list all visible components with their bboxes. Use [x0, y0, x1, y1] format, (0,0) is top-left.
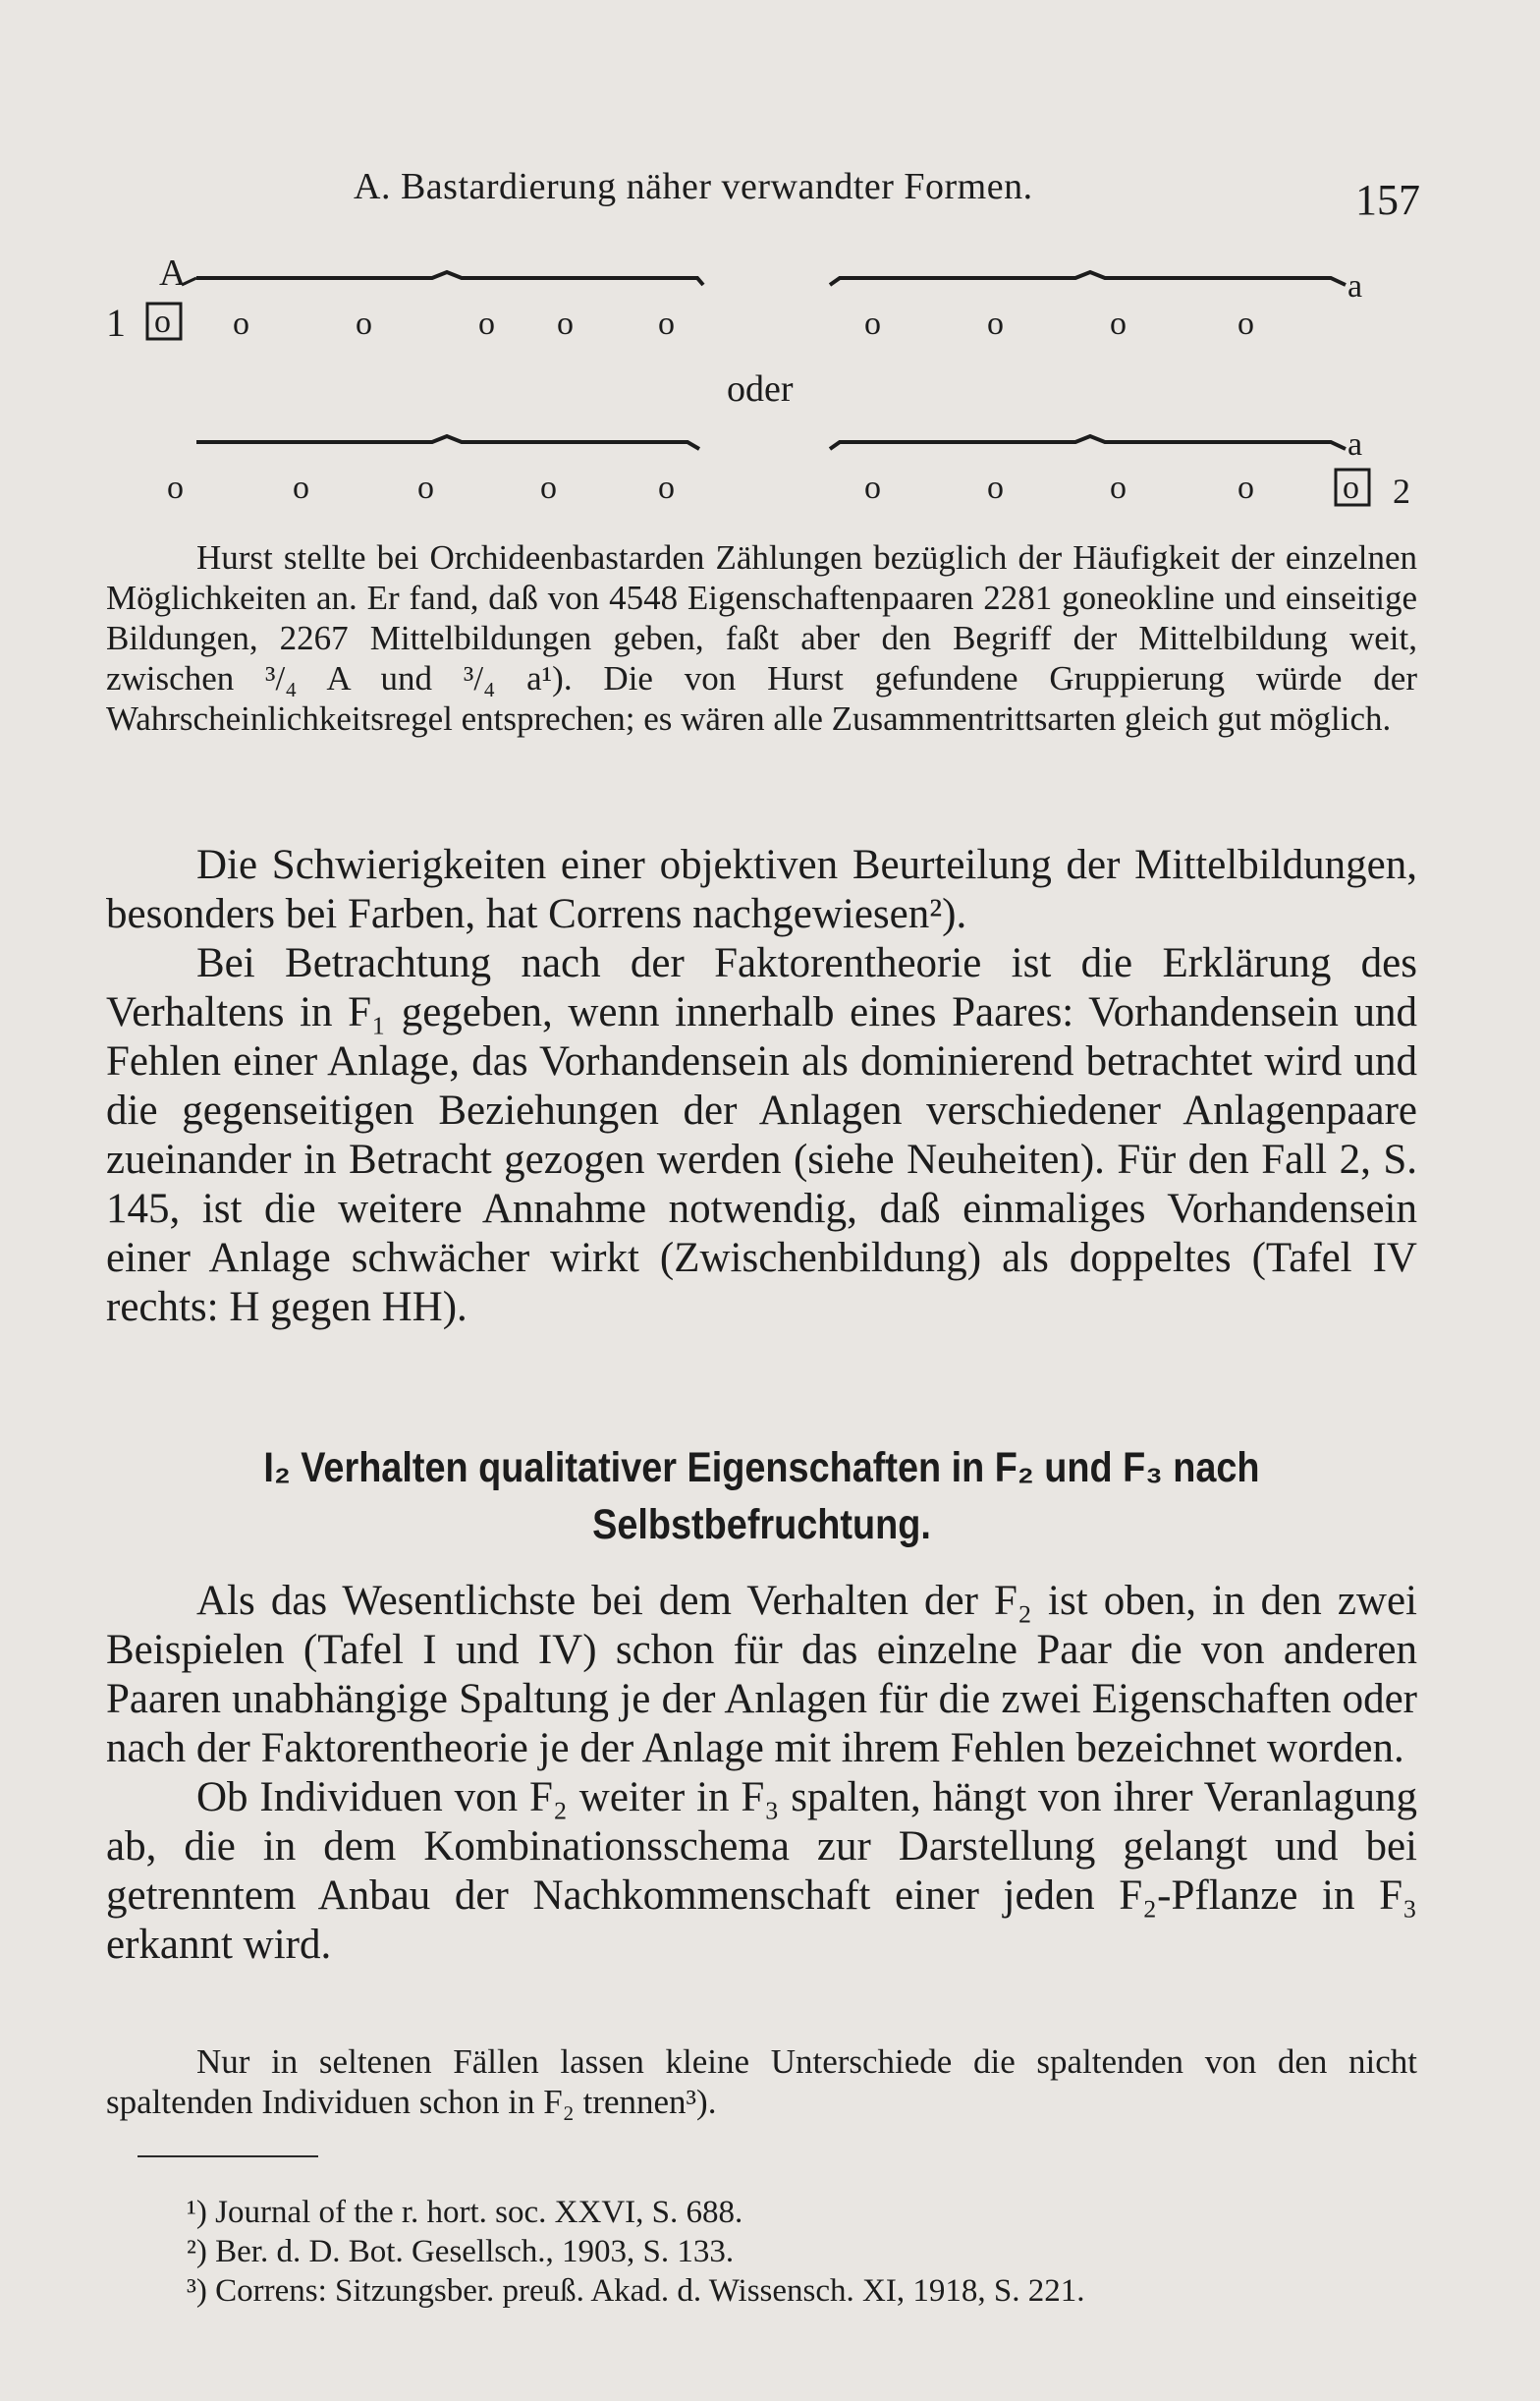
allele-diagram-svg [0, 0, 1540, 530]
circle: o [293, 470, 309, 506]
label-A: A [159, 252, 187, 294]
paragraph-individuen: Ob Individuen von F₂ weiter in F₃ spalten, hängt von ihrer Veranlagung ab, die in dem Kombinationsschema zur Darstellung gelangt und bei getrenntem Anbau der Nachkommenschaft einer jeden F₂-Pflanze in F₃ erkannt wird. [106, 1774, 1417, 1968]
footnotes [187, 2193, 1084, 2311]
footnote-1: ¹) Journal of the r. hort. soc. XXVI, S. 688. [187, 2195, 743, 2230]
row1-number: 1 [106, 301, 126, 345]
circle: o [233, 306, 249, 342]
footnote-2: ²) Ber. d. D. Bot. Gesellsch., 1903, S. 133. [187, 2234, 735, 2269]
circle: o [478, 306, 495, 342]
main-text-block [106, 841, 1417, 1332]
small-print-block [106, 537, 1417, 739]
footnote-3: ³) Correns: Sitzungsber. preuß. Akad. d. Wissensch. XI, 1918, S. 221. [187, 2273, 1085, 2309]
bracket-bottom-left [196, 436, 699, 449]
circle: o [167, 470, 184, 506]
circle: o [557, 306, 574, 342]
circle: o [987, 306, 1004, 342]
section-text-block [106, 1577, 1417, 1970]
label-a-top: a [1348, 268, 1363, 305]
running-title: A. Bastardierung näher verwandter Formen. [354, 166, 1033, 207]
paragraph-faktorentheorie: Bei Betrachtung nach der Faktorentheorie ist die Erklärung des Verhaltens in F₁ gegeben, wenn innerhalb eines Paares: Vorhandensein und Fehlen einer Anlage, das Vorhandensein als dominierend betrachtet wird und die gegenseitigen Beziehungen der Anlagen verschiedener Anlagenpaare zueinander in Betracht gezogen werden (siehe Neuheiten). Für den Fall 2, S. 145, ist die weitere Annahme notwendig, daß einmaliges Vorhandensein einer Anlage schwächer wirkt (Zwischenbildung) als doppeltes (Tafel IV rechts: H gegen HH). [106, 940, 1417, 1330]
paragraph-wesentlichste: Als das Wesentlichste bei dem Verhalten der F₂ ist oben, in den zwei Beispielen (Tafel I und IV) schon für das einzelne Paar die von anderen Paaren unabhängige Spaltung je der Anlagen für die zwei Eigenschaften oder nach der Faktorentheorie je der Anlage mit ihrem Fehlen bezeichnet worden. [106, 1578, 1417, 1771]
row2-number: 2 [1393, 472, 1410, 511]
circle: o [540, 470, 557, 506]
allele-diagram [0, 0, 1540, 530]
circle: o [864, 470, 881, 506]
circle: o [1110, 306, 1127, 342]
footnote-rule [138, 2155, 318, 2157]
small-print-block-2 [106, 2041, 1417, 2122]
circle: o [1110, 470, 1127, 506]
circle: o [864, 306, 881, 342]
paragraph-mittelbildungen: Die Schwierigkeiten einer objektiven Beurteilung der Mittelbildungen, besonders bei Farben, hat Correns nachgewiesen²). [106, 842, 1417, 937]
circle: o [417, 470, 434, 506]
circle: o [658, 306, 675, 342]
bracket-top-left [196, 272, 703, 285]
small-paragraph-hurst: Hurst stellte bei Orchideenbastarden Zählungen bezüglich der Häufigkeit der einzelnen Möglichkeiten an. Er fand, daß von 4548 Eigenschaftenpaaren 2281 goneokline und einseitige Bildungen, 2267 Mittelbildungen geben, faßt aber den Begriff der Mittelbildung weit, zwischen ³/₄ A und ³/₄ a¹). Die von Hurst gefundene Gruppierung würde der Wahrscheinlichkeitsregel entsprechen; es wären alle Zusammentrittsarten gleich gut möglich. [106, 538, 1417, 738]
circle: o [356, 306, 372, 342]
oder-label: oder [727, 368, 794, 410]
circle: o [1238, 306, 1254, 342]
small-paragraph-seltenen: Nur in seltenen Fällen lassen kleine Unterschiede die spaltenden von den nicht spaltenden Individuen schon in F₂ trennen³). [106, 2042, 1417, 2121]
label-a-bottom: a [1348, 426, 1363, 463]
section-heading: I₂ Verhalten qualitativer Eigenschaften in F₂ und F₃ nach Selbstbefruchtung. [263, 1444, 1260, 1548]
bracket-top-right [830, 272, 1346, 285]
bracket-bottom-right [830, 436, 1346, 449]
circle: o [658, 470, 675, 506]
boxed-circle-row1: o [154, 304, 171, 340]
boxed-circle-row2: o [1343, 470, 1359, 506]
page-number: 157 [1355, 176, 1420, 224]
circle: o [1238, 470, 1254, 506]
circle: o [987, 470, 1004, 506]
